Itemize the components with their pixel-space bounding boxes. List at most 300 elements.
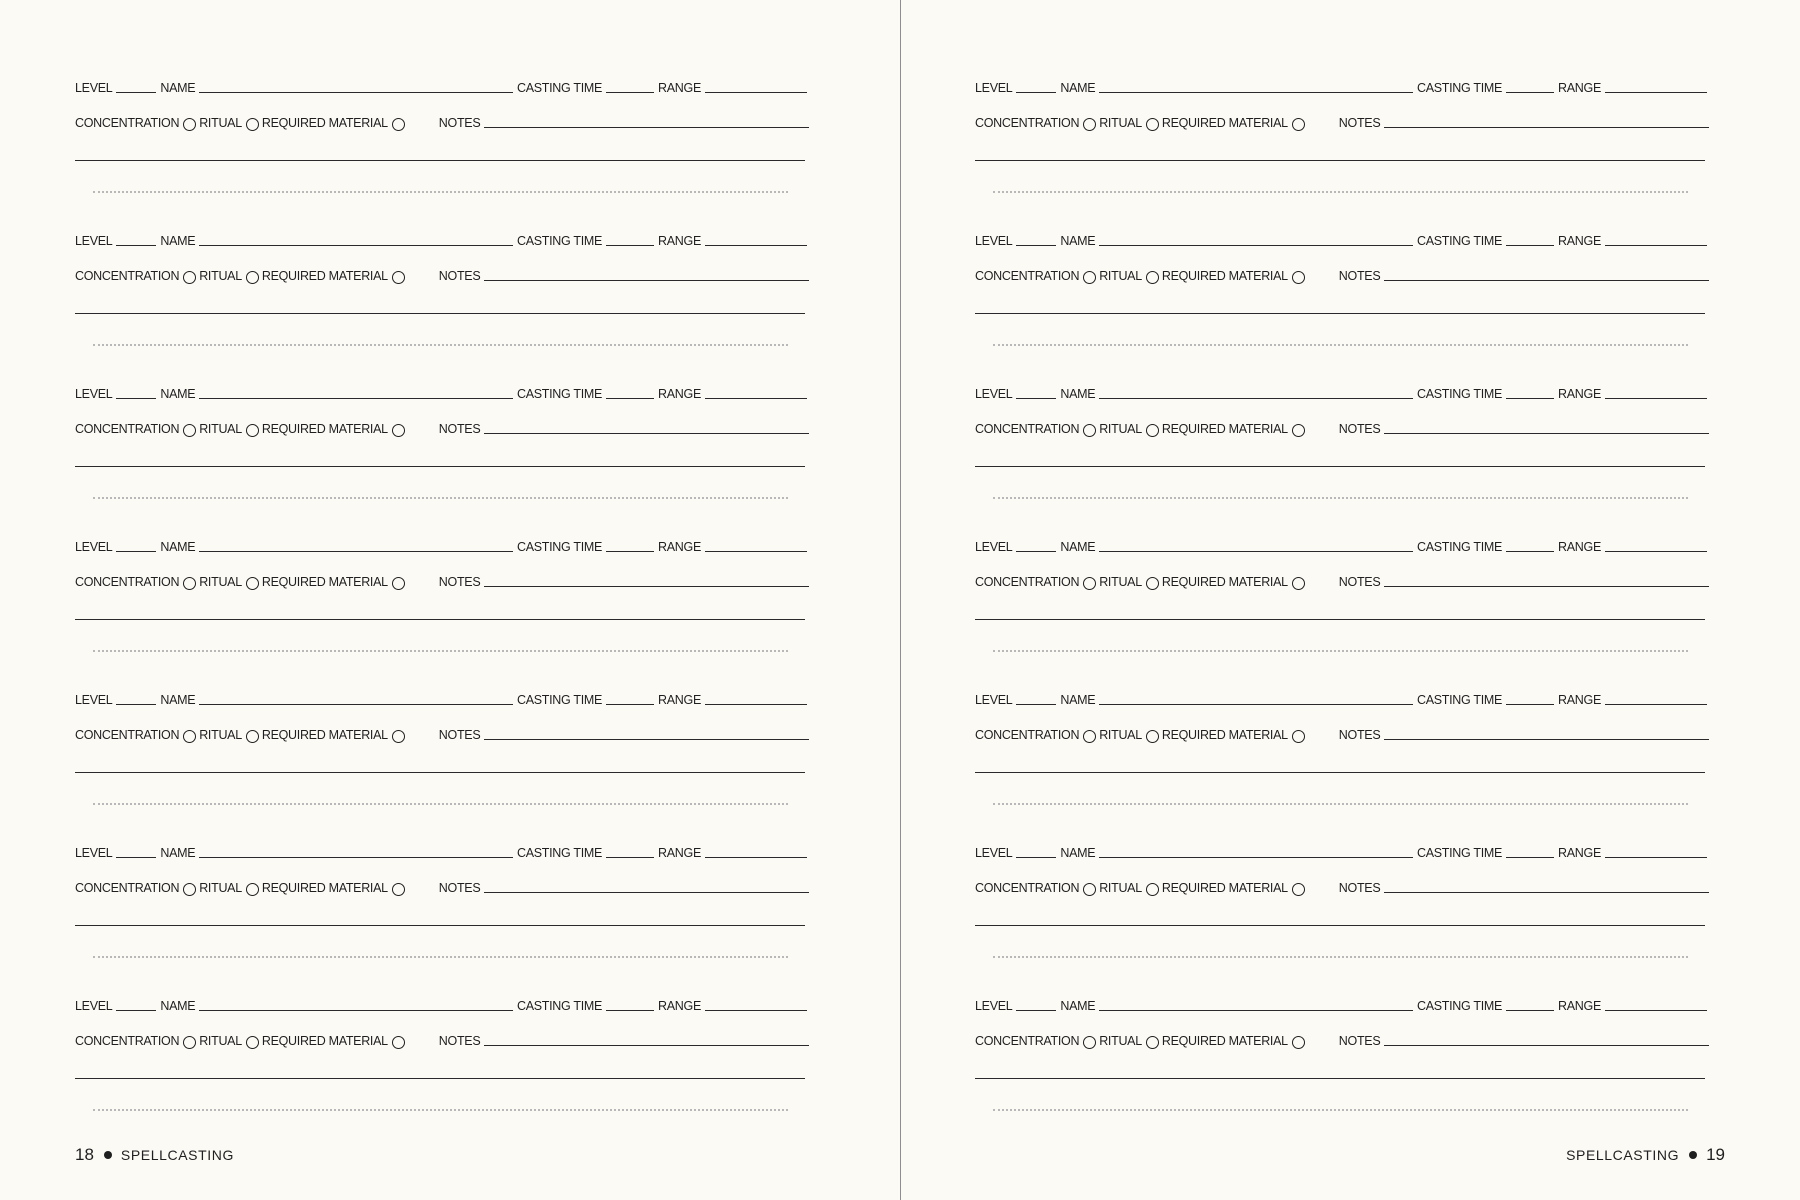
concentration-label: CONCENTRATION (975, 881, 1080, 895)
level-field[interactable] (116, 92, 156, 93)
name-label: NAME (160, 846, 196, 860)
level-label: LEVEL (75, 693, 113, 707)
level-label: LEVEL (975, 234, 1013, 248)
ritual-checkbox[interactable] (1146, 883, 1159, 896)
notes-field[interactable] (484, 1045, 809, 1046)
concentration-checkbox[interactable] (1083, 118, 1096, 131)
level-label: LEVEL (975, 693, 1013, 707)
concentration-label: CONCENTRATION (975, 422, 1080, 436)
writing-line[interactable] (75, 619, 805, 620)
ritual-checkbox[interactable] (1146, 730, 1159, 743)
casting-time-label: CASTING TIME (516, 540, 603, 554)
casting-time-label: CASTING TIME (516, 81, 603, 95)
ritual-label: RITUAL (199, 422, 242, 436)
dotted-separator (993, 191, 1688, 193)
notes-field[interactable] (1384, 586, 1709, 587)
concentration-label: CONCENTRATION (75, 269, 180, 283)
dotted-separator (993, 1109, 1688, 1111)
name-field[interactable] (199, 857, 513, 858)
notes-label: NOTES (438, 269, 481, 283)
range-label: RANGE (1558, 999, 1601, 1013)
concentration-label: CONCENTRATION (975, 1034, 1080, 1048)
required-material-label: REQUIRED MATERIAL (261, 881, 388, 895)
dotted-separator (993, 497, 1688, 499)
ritual-checkbox[interactable] (246, 577, 259, 590)
ritual-checkbox[interactable] (246, 271, 259, 284)
ritual-checkbox[interactable] (1146, 118, 1159, 131)
dotted-separator (93, 344, 788, 346)
notes-field[interactable] (484, 433, 809, 434)
writing-line[interactable] (75, 925, 805, 926)
notes-field[interactable] (1384, 739, 1709, 740)
ritual-label: RITUAL (199, 728, 242, 742)
dotted-separator (93, 191, 788, 193)
casting-time-field[interactable] (606, 704, 654, 705)
spell-entry (975, 373, 1707, 526)
concentration-checkbox[interactable] (183, 424, 196, 437)
concentration-checkbox[interactable] (1083, 1036, 1096, 1049)
level-label: LEVEL (75, 81, 113, 95)
section-title: SPELLCASTING (120, 1147, 234, 1163)
required-material-checkbox[interactable] (392, 118, 405, 131)
range-field[interactable] (705, 398, 807, 399)
required-material-label: REQUIRED MATERIAL (261, 728, 388, 742)
notes-field[interactable] (1384, 127, 1709, 128)
spell-entries-left (75, 0, 807, 1138)
casting-time-field[interactable] (1506, 551, 1554, 552)
casting-time-field[interactable] (606, 551, 654, 552)
ritual-label: RITUAL (1099, 728, 1142, 742)
range-field[interactable] (705, 704, 807, 705)
page-footer-right (1566, 1145, 1725, 1165)
casting-time-label: CASTING TIME (516, 999, 603, 1013)
spell-entry (75, 220, 807, 373)
concentration-label: CONCENTRATION (75, 575, 180, 589)
spell-entry (975, 832, 1707, 985)
name-field[interactable] (1099, 398, 1413, 399)
concentration-label: CONCENTRATION (75, 422, 180, 436)
range-field[interactable] (1605, 704, 1707, 705)
spell-header-row (975, 689, 1707, 707)
spell-options-row (75, 112, 807, 130)
ritual-checkbox[interactable] (246, 730, 259, 743)
notes-label: NOTES (438, 116, 481, 130)
casting-time-label: CASTING TIME (1416, 81, 1503, 95)
level-label: LEVEL (75, 540, 113, 554)
range-field[interactable] (705, 857, 807, 858)
casting-time-field[interactable] (1506, 704, 1554, 705)
spell-entry (975, 526, 1707, 679)
spell-entries-right (975, 0, 1707, 1138)
casting-time-field[interactable] (606, 857, 654, 858)
writing-line[interactable] (975, 466, 1705, 467)
casting-time-field[interactable] (1506, 245, 1554, 246)
spell-header-row (975, 230, 1707, 248)
notes-label: NOTES (1338, 881, 1381, 895)
spell-options-row (975, 571, 1707, 589)
required-material-checkbox[interactable] (1292, 1036, 1305, 1049)
page-footer-left (75, 1145, 234, 1165)
spell-options-row (75, 265, 807, 283)
writing-line[interactable] (975, 1078, 1705, 1079)
writing-line[interactable] (75, 313, 805, 314)
casting-time-label: CASTING TIME (1416, 846, 1503, 860)
name-field[interactable] (1099, 92, 1413, 93)
range-label: RANGE (658, 81, 701, 95)
notes-label: NOTES (1338, 1034, 1381, 1048)
casting-time-field[interactable] (606, 245, 654, 246)
dotted-separator (93, 803, 788, 805)
required-material-checkbox[interactable] (1292, 118, 1305, 131)
concentration-label: CONCENTRATION (75, 1034, 180, 1048)
range-field[interactable] (1605, 857, 1707, 858)
required-material-checkbox[interactable] (1292, 730, 1305, 743)
required-material-label: REQUIRED MATERIAL (261, 422, 388, 436)
page-number: 19 (1706, 1145, 1725, 1164)
ritual-label: RITUAL (1099, 422, 1142, 436)
notes-field[interactable] (1384, 892, 1709, 893)
level-field[interactable] (1016, 398, 1056, 399)
spell-header-row (975, 995, 1707, 1013)
required-material-checkbox[interactable] (392, 1036, 405, 1049)
concentration-checkbox[interactable] (183, 577, 196, 590)
right-page (900, 0, 1800, 1200)
spell-header-row (75, 842, 807, 860)
range-label: RANGE (658, 540, 701, 554)
required-material-checkbox[interactable] (1292, 424, 1305, 437)
range-field[interactable] (1605, 1010, 1707, 1011)
name-label: NAME (1060, 81, 1096, 95)
range-label: RANGE (658, 999, 701, 1013)
name-label: NAME (160, 387, 196, 401)
notes-field[interactable] (1384, 1045, 1709, 1046)
range-label: RANGE (658, 387, 701, 401)
range-label: RANGE (1558, 81, 1601, 95)
range-field[interactable] (1605, 398, 1707, 399)
ritual-label: RITUAL (199, 116, 242, 130)
name-field[interactable] (1099, 551, 1413, 552)
required-material-label: REQUIRED MATERIAL (261, 269, 388, 283)
section-title: SPELLCASTING (1566, 1147, 1680, 1163)
notes-label: NOTES (1338, 728, 1381, 742)
writing-line[interactable] (975, 772, 1705, 773)
required-material-label: REQUIRED MATERIAL (1161, 269, 1288, 283)
casting-time-label: CASTING TIME (516, 387, 603, 401)
required-material-label: REQUIRED MATERIAL (261, 575, 388, 589)
ritual-label: RITUAL (1099, 575, 1142, 589)
range-field[interactable] (705, 1010, 807, 1011)
notes-label: NOTES (438, 422, 481, 436)
dotted-separator (993, 956, 1688, 958)
required-material-label: REQUIRED MATERIAL (1161, 728, 1288, 742)
ritual-label: RITUAL (1099, 1034, 1142, 1048)
page-number: 18 (75, 1145, 94, 1164)
level-field[interactable] (116, 398, 156, 399)
name-label: NAME (1060, 540, 1096, 554)
required-material-checkbox[interactable] (392, 271, 405, 284)
dotted-separator (93, 956, 788, 958)
range-label: RANGE (1558, 540, 1601, 554)
concentration-checkbox[interactable] (183, 730, 196, 743)
writing-line[interactable] (975, 313, 1705, 314)
level-field[interactable] (1016, 551, 1056, 552)
spell-header-row (975, 536, 1707, 554)
range-label: RANGE (658, 234, 701, 248)
concentration-checkbox[interactable] (1083, 271, 1096, 284)
level-field[interactable] (1016, 245, 1056, 246)
required-material-checkbox[interactable] (392, 577, 405, 590)
range-label: RANGE (1558, 234, 1601, 248)
name-label: NAME (160, 81, 196, 95)
level-field[interactable] (1016, 92, 1056, 93)
ritual-checkbox[interactable] (246, 118, 259, 131)
writing-line[interactable] (975, 925, 1705, 926)
casting-time-field[interactable] (1506, 857, 1554, 858)
required-material-label: REQUIRED MATERIAL (261, 116, 388, 130)
spell-entry (75, 679, 807, 832)
casting-time-label: CASTING TIME (1416, 999, 1503, 1013)
concentration-label: CONCENTRATION (75, 728, 180, 742)
spell-header-row (75, 536, 807, 554)
required-material-checkbox[interactable] (1292, 271, 1305, 284)
casting-time-label: CASTING TIME (516, 693, 603, 707)
name-field[interactable] (1099, 704, 1413, 705)
spell-options-row (75, 571, 807, 589)
concentration-checkbox[interactable] (183, 271, 196, 284)
spell-entry (75, 373, 807, 526)
spell-header-row (75, 383, 807, 401)
concentration-checkbox[interactable] (1083, 883, 1096, 896)
dotted-separator (93, 1109, 788, 1111)
notes-label: NOTES (438, 1034, 481, 1048)
dotted-separator (93, 650, 788, 652)
level-field[interactable] (116, 551, 156, 552)
name-field[interactable] (1099, 1010, 1413, 1011)
spell-entry (75, 985, 807, 1138)
spell-options-row (75, 724, 807, 742)
level-field[interactable] (116, 857, 156, 858)
name-field[interactable] (199, 92, 513, 93)
level-label: LEVEL (975, 540, 1013, 554)
required-material-label: REQUIRED MATERIAL (1161, 422, 1288, 436)
spell-options-row (975, 724, 1707, 742)
spell-header-row (975, 842, 1707, 860)
concentration-checkbox[interactable] (183, 883, 196, 896)
concentration-label: CONCENTRATION (975, 728, 1080, 742)
name-label: NAME (1060, 999, 1096, 1013)
notes-label: NOTES (438, 728, 481, 742)
name-label: NAME (160, 999, 196, 1013)
spell-header-row (75, 77, 807, 95)
concentration-label: CONCENTRATION (975, 116, 1080, 130)
ritual-label: RITUAL (199, 575, 242, 589)
writing-line[interactable] (975, 160, 1705, 161)
level-label: LEVEL (75, 234, 113, 248)
level-label: LEVEL (75, 999, 113, 1013)
ritual-label: RITUAL (1099, 116, 1142, 130)
level-label: LEVEL (975, 81, 1013, 95)
dotted-separator (993, 344, 1688, 346)
range-label: RANGE (1558, 387, 1601, 401)
ritual-label: RITUAL (199, 881, 242, 895)
level-field[interactable] (1016, 1010, 1056, 1011)
name-label: NAME (160, 693, 196, 707)
casting-time-label: CASTING TIME (1416, 540, 1503, 554)
spell-entry (975, 220, 1707, 373)
casting-time-label: CASTING TIME (1416, 234, 1503, 248)
spell-header-row (75, 689, 807, 707)
range-field[interactable] (1605, 92, 1707, 93)
spell-options-row (975, 877, 1707, 895)
writing-line[interactable] (75, 1078, 805, 1079)
required-material-checkbox[interactable] (1292, 883, 1305, 896)
ritual-label: RITUAL (199, 269, 242, 283)
concentration-checkbox[interactable] (183, 118, 196, 131)
name-field[interactable] (1099, 245, 1413, 246)
notes-label: NOTES (1338, 116, 1381, 130)
level-field[interactable] (1016, 857, 1056, 858)
range-field[interactable] (705, 245, 807, 246)
writing-line[interactable] (75, 466, 805, 467)
name-field[interactable] (199, 398, 513, 399)
required-material-label: REQUIRED MATERIAL (1161, 116, 1288, 130)
dotted-separator (993, 650, 1688, 652)
name-label: NAME (160, 234, 196, 248)
required-material-checkbox[interactable] (392, 730, 405, 743)
notes-field[interactable] (484, 892, 809, 893)
notes-label: NOTES (1338, 269, 1381, 283)
casting-time-field[interactable] (1506, 92, 1554, 93)
ritual-checkbox[interactable] (1146, 1036, 1159, 1049)
name-field[interactable] (199, 704, 513, 705)
name-label: NAME (1060, 387, 1096, 401)
level-label: LEVEL (75, 387, 113, 401)
casting-time-label: CASTING TIME (516, 234, 603, 248)
casting-time-field[interactable] (606, 92, 654, 93)
level-label: LEVEL (975, 999, 1013, 1013)
spell-entry (975, 679, 1707, 832)
name-field[interactable] (199, 1010, 513, 1011)
level-label: LEVEL (975, 846, 1013, 860)
concentration-checkbox[interactable] (183, 1036, 196, 1049)
level-field[interactable] (116, 245, 156, 246)
ritual-checkbox[interactable] (246, 883, 259, 896)
level-label: LEVEL (975, 387, 1013, 401)
writing-line[interactable] (75, 772, 805, 773)
casting-time-field[interactable] (606, 398, 654, 399)
writing-line[interactable] (975, 619, 1705, 620)
casting-time-field[interactable] (1506, 398, 1554, 399)
required-material-checkbox[interactable] (392, 883, 405, 896)
range-field[interactable] (1605, 551, 1707, 552)
casting-time-field[interactable] (1506, 1010, 1554, 1011)
ritual-label: RITUAL (1099, 269, 1142, 283)
required-material-checkbox[interactable] (392, 424, 405, 437)
required-material-label: REQUIRED MATERIAL (261, 1034, 388, 1048)
concentration-label: CONCENTRATION (75, 881, 180, 895)
spell-options-row (75, 1030, 807, 1048)
bullet-icon (104, 1151, 112, 1159)
range-label: RANGE (658, 846, 701, 860)
concentration-label: CONCENTRATION (75, 116, 180, 130)
level-field[interactable] (116, 704, 156, 705)
notes-field[interactable] (484, 739, 809, 740)
spell-options-row (75, 877, 807, 895)
level-field[interactable] (1016, 704, 1056, 705)
spell-header-row (75, 995, 807, 1013)
notes-label: NOTES (438, 881, 481, 895)
range-label: RANGE (1558, 846, 1601, 860)
required-material-checkbox[interactable] (1292, 577, 1305, 590)
concentration-label: CONCENTRATION (975, 269, 1080, 283)
range-label: RANGE (658, 693, 701, 707)
ritual-checkbox[interactable] (246, 1036, 259, 1049)
name-field[interactable] (199, 245, 513, 246)
ritual-checkbox[interactable] (1146, 271, 1159, 284)
notes-field[interactable] (484, 127, 809, 128)
spell-header-row (975, 77, 1707, 95)
spell-options-row (975, 1030, 1707, 1048)
spell-header-row (975, 383, 1707, 401)
ritual-checkbox[interactable] (1146, 577, 1159, 590)
range-field[interactable] (705, 551, 807, 552)
writing-line[interactable] (75, 160, 805, 161)
name-label: NAME (160, 540, 196, 554)
spell-options-row (975, 418, 1707, 436)
required-material-label: REQUIRED MATERIAL (1161, 1034, 1288, 1048)
spell-options-row (75, 418, 807, 436)
concentration-checkbox[interactable] (1083, 577, 1096, 590)
spell-header-row (75, 230, 807, 248)
dotted-separator (993, 803, 1688, 805)
notes-field[interactable] (484, 280, 809, 281)
notes-field[interactable] (484, 586, 809, 587)
name-field[interactable] (199, 551, 513, 552)
dotted-separator (93, 497, 788, 499)
concentration-label: CONCENTRATION (975, 575, 1080, 589)
spell-entry (975, 67, 1707, 220)
spell-entry (975, 985, 1707, 1138)
bullet-icon (1689, 1151, 1697, 1159)
ritual-label: RITUAL (199, 1034, 242, 1048)
casting-time-label: CASTING TIME (516, 846, 603, 860)
notes-label: NOTES (1338, 575, 1381, 589)
casting-time-label: CASTING TIME (1416, 387, 1503, 401)
level-label: LEVEL (75, 846, 113, 860)
level-field[interactable] (116, 1010, 156, 1011)
spell-options-row (975, 265, 1707, 283)
notes-label: NOTES (1338, 422, 1381, 436)
ritual-checkbox[interactable] (246, 424, 259, 437)
notes-label: NOTES (438, 575, 481, 589)
spell-entry (75, 832, 807, 985)
range-field[interactable] (705, 92, 807, 93)
name-field[interactable] (1099, 857, 1413, 858)
range-field[interactable] (1605, 245, 1707, 246)
notes-field[interactable] (1384, 280, 1709, 281)
casting-time-field[interactable] (606, 1010, 654, 1011)
ritual-label: RITUAL (1099, 881, 1142, 895)
required-material-label: REQUIRED MATERIAL (1161, 881, 1288, 895)
name-label: NAME (1060, 234, 1096, 248)
concentration-checkbox[interactable] (1083, 424, 1096, 437)
notes-field[interactable] (1384, 433, 1709, 434)
concentration-checkbox[interactable] (1083, 730, 1096, 743)
name-label: NAME (1060, 846, 1096, 860)
casting-time-label: CASTING TIME (1416, 693, 1503, 707)
ritual-checkbox[interactable] (1146, 424, 1159, 437)
range-label: RANGE (1558, 693, 1601, 707)
